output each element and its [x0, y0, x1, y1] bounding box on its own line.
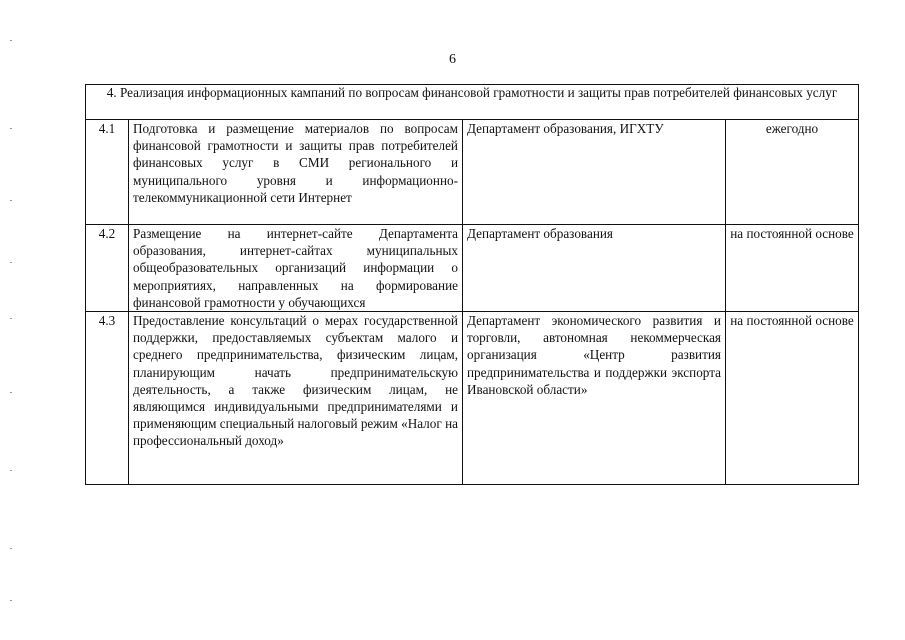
section-heading-row [86, 85, 859, 120]
section-heading: 4. Реализация информационных кампаний по вопросам финансовой грамотности и защиты прав потребителей финансовых услуг [86, 85, 859, 120]
page-number: 6 [449, 52, 456, 67]
row-description: Размещение на интернет-сайте Департамента образования, интернет-сайтах муниципальных общеобразовательных организаций информации о мероприятиях, направленных на формирование финансовой грамотности у обучающихся [129, 225, 463, 312]
row-executor: Департамент образования, ИГХТУ [463, 120, 726, 225]
table-row [86, 120, 859, 225]
row-executor: Департамент образования [463, 225, 726, 312]
row-term: на постоянной основе [726, 312, 859, 485]
table-row [86, 312, 859, 485]
row-number: 4.3 [86, 312, 129, 485]
row-number: 4.1 [86, 120, 129, 225]
action-plan-table [85, 84, 859, 485]
row-description: Подготовка и размещение материалов по вопросам финансовой грамотности и защиты прав потребителей финансовых услуг в СМИ регионального и муниципального уровня и информационно-телекоммуникационной сети Интернет [129, 120, 463, 225]
row-number: 4.2 [86, 225, 129, 312]
row-executor: Департамент экономического развития и торговли, автономная некоммерческая организация «Центр развития предпринимательства и поддержки экспорта Ивановской области» [463, 312, 726, 485]
table-row [86, 225, 859, 312]
row-description: Предоставление консультаций о мерах государственной поддержки, предоставляемых субъектам малого и среднего предпринимательства, физическим лицам, планирующим начать предпринимательскую деятельность, а также физическим лицам, не являющимся индивидуальными предпринимателями и применяющим специальный налоговый режим «Налог на профессиональный доход» [129, 312, 463, 485]
scan-margin-marks [10, 0, 16, 640]
row-term: ежегодно [726, 120, 859, 225]
row-term: на постоянной основе [726, 225, 859, 312]
